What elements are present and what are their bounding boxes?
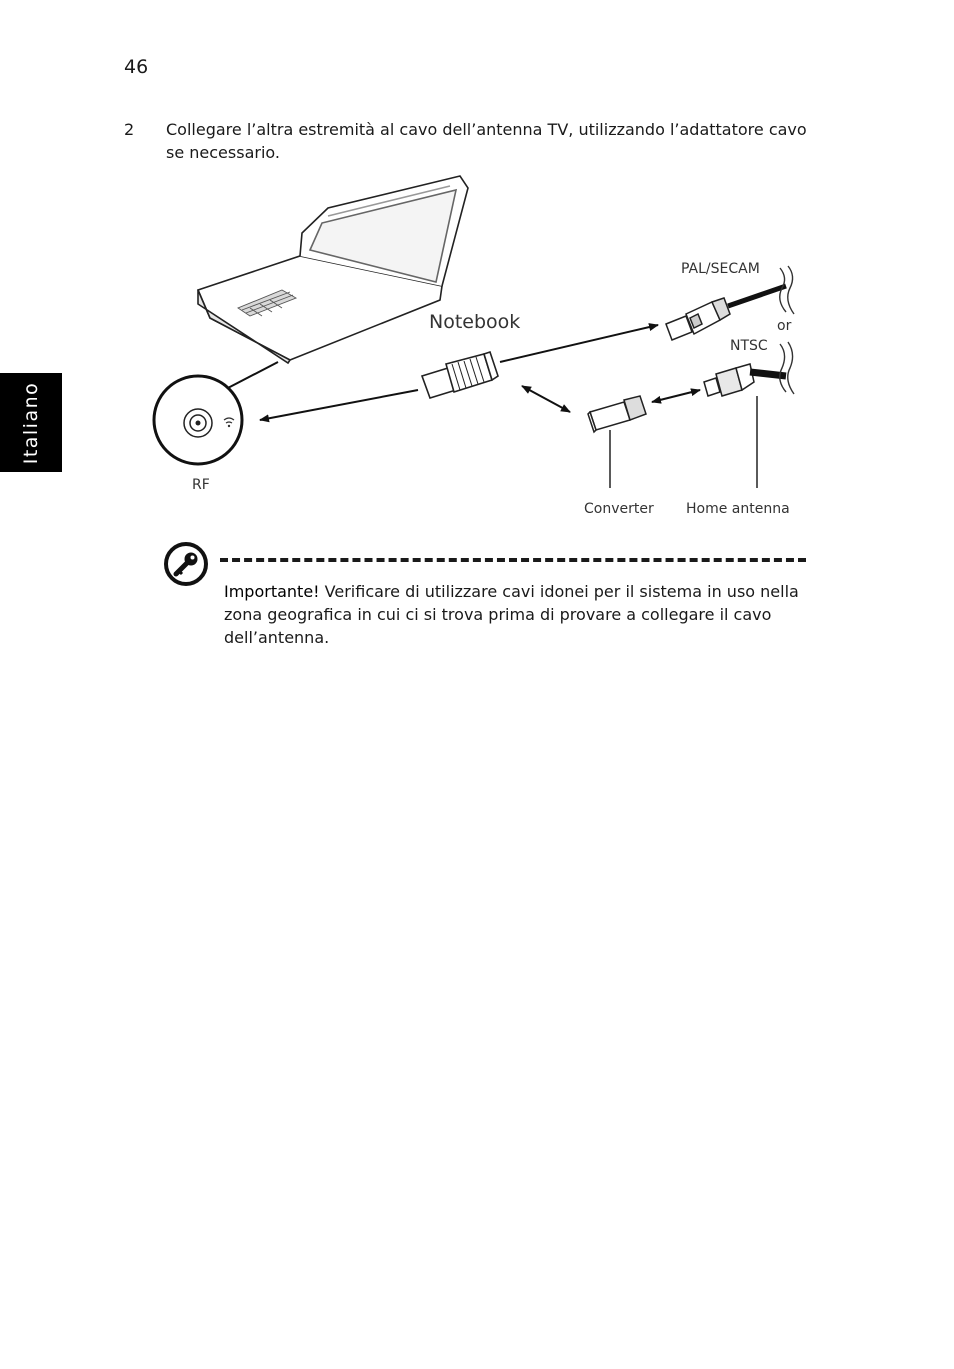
step-number: 2 [124,120,135,139]
converter-adapter [588,396,646,432]
note-label: Importante! [224,582,320,601]
ntsc-connector [704,364,786,396]
step-text: Collegare l’altra estremità al cavo dell’antenna TV, utilizzando l’adattatore cavo se necessario. [166,120,807,162]
note-body: Verificare di utilizzare cavi idonei per il sistema in uso nella zona geografica in cui ci si trova prima di provare a collegare il cavo dell’antenna. [224,582,799,647]
note-divider [220,558,806,562]
ntsc-label: NTSC [730,338,768,354]
rf-cable-plug [422,352,498,398]
important-note [224,580,804,649]
notebook-label: Notebook [429,311,521,333]
tv-antenna-connection-figure [150,168,810,528]
home-antenna-label: Home antenna [686,501,790,517]
pal-secam-label: PAL/SECAM [681,261,760,277]
pal-secam-connector [666,286,786,340]
laptop-illustration [198,176,468,363]
converter-label: Converter [584,501,654,517]
connection-illustration [150,168,810,528]
rf-label: RF [192,477,210,493]
key-icon [164,540,212,588]
page-number: 46 [124,56,149,78]
or-label: or [777,318,792,334]
rf-port-magnifier [154,362,278,464]
language-side-tab [0,373,62,472]
language-side-tab-label: Italiano [20,381,42,465]
